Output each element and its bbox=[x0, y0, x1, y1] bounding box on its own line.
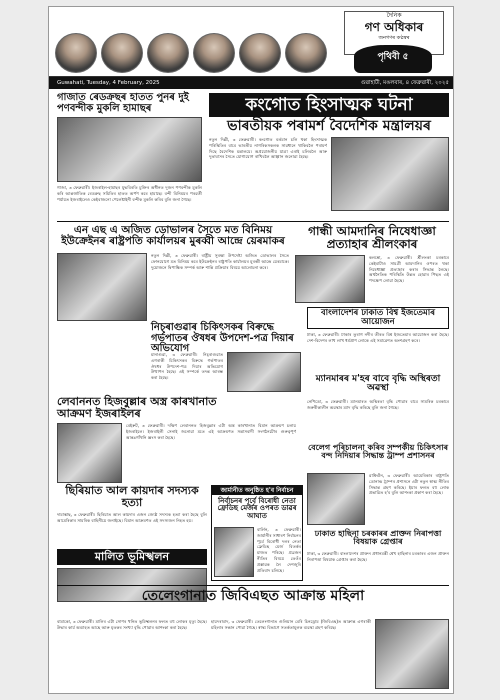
body-germany: বাৰ্লিন, ৩ ফেব্ৰুৱাৰী। জাৰ্মানীৰ সাধাৰণ নিৰ্বাচনৰ পূৰ্বে বিৰোধী দলৰ নেতা ফ্ৰেডিছ মেৰ্জ বিতৰ্কৰ মাজত পৰিছে। প্ৰব্ৰজন নীতিৰ বিষয়ে তেওঁৰ প্ৰস্তাৱক লৈ দেশজুৰি প্ৰতিবাদ চলিছে। bbox=[257, 527, 301, 573]
photo-telangana bbox=[375, 619, 449, 689]
globe-label: পৃথিবী ৫ bbox=[377, 52, 409, 62]
body-myanmar: নেপিডো, ৩ ফেব্ৰুৱাৰী। ম্যানমাৰত অস্থিৰতা বৃদ্ধি পোৱাৰ বাবে সামৰিক চৰকাৰে জৰুৰীকালীন অৱস্থাৰ ম্যাদ বৃদ্ধি কৰিছে বুলি জনা গৈছে। bbox=[307, 399, 449, 410]
portrait-image bbox=[193, 33, 235, 73]
photo-hamas bbox=[57, 117, 202, 182]
portrait-image bbox=[55, 33, 97, 73]
body-congo: নতুন দিল্লী, ৩ ফেব্ৰুৱাৰী। কংগোত বৰ্তমান চলি থকা হিংসাত্মক পৰিস্থিতিৰ বাবে ভাৰতীয় নাগৰিকসকলক সাৱধানে থাকিবলৈ পৰামৰ্শ দিছে বৈদেশিক মন্ত্ৰালয়ে। অপ্ৰয়োজনীয় যাত্ৰা এৰাই চলিবলৈ আৰু দূতাবাসৰ সৈতে যোগাযোগ ৰাখিবলৈ আহ্বান জনোৱা হৈছে। bbox=[209, 137, 327, 160]
newspaper-page bbox=[48, 6, 454, 694]
headline-congo: কংগোত হিংসাত্মক ঘটনা bbox=[209, 93, 449, 117]
headline-lebanon: লেবাননত হিজবুল্লাৰ অস্ত্ৰ কাৰখানাত আক্ৰমণ ইজৰাইলৰ bbox=[57, 395, 217, 420]
photo-trump bbox=[307, 473, 365, 525]
body-doval: নতুন দিল্লী, ৩ ফেব্ৰুৱাৰী। ৰাষ্ট্ৰীয় সুৰক্ষা উপদেষ্টা অজিত ডোভালৰ সৈতে ফোনযোগে মত বিনিময় কৰে ইউক্ৰেইনৰ ৰাষ্ট্ৰপতি কাৰ্যালয়ৰ মুৰব্বী আন্দ্ৰে য়েৰমাকে। দুয়োজনে দ্বিপাক্ষিক সম্পৰ্ক আৰু শান্তি প্ৰক্ৰিয়াৰ বিষয়ে আলোচনা কৰে। bbox=[151, 253, 289, 270]
portrait-image bbox=[285, 33, 327, 73]
logo-name: গণ অধিকাৰ bbox=[364, 20, 424, 34]
headline-dhaka: ঢাকাত হাছিনা চৰকাৰৰ প্ৰাক্তন নিৰাপত্তা বিষয়াক গ্ৰেপ্তাৰ bbox=[314, 528, 442, 547]
body-lebanon: বেইৰুট, ৩ ফেব্ৰুৱাৰী। দক্ষিণ লেবাননত হিজবুল্লাৰ এটা অস্ত্ৰ কাৰখানাত বিমান আক্ৰমণ চলায় ইজৰাইলে। ইজৰাইলী সেনাই জনোৱা মতে এই আক্ৰমণত সন্ত্ৰাসবাদী সংগঠনটোৰ গুৰুত্বপূৰ্ণ আন্তঃগাঁথনি ধ্বংস কৰা হৈছে। bbox=[126, 423, 296, 440]
globe-icon bbox=[354, 45, 432, 73]
leader-portraits bbox=[55, 33, 335, 73]
photo-nicaragua bbox=[227, 352, 301, 392]
body-qaida: দামাস্কাছ, ৩ ফেব্ৰুৱাৰী। ছিৰিয়াত আল কায়দাৰ এজন জ্যেষ্ঠ সদস্যক হত্যা কৰা হৈছে বুলি আমেৰিকাৰ সামৰিক বাহিনীয়ে জনাইছে। বিমান আক্ৰমণত এই সদস্যজন নিহত হয়। bbox=[57, 512, 207, 523]
portrait-image bbox=[101, 33, 143, 73]
logo-top: দৈনিক bbox=[386, 12, 402, 19]
body-bangladesh: ঢাকা, ৩ ফেব্ৰুৱাৰী। ঢাকাৰ তুৰাগ নদীৰ তীৰত বিশ্ব ইজতেমাৰ আয়োজন কৰা হৈছে। দেশ-বিদেশৰ লাখ লাখ ধৰ্মপ্ৰাণ লোকে এই সমাৱেশত অংশগ্ৰহণ কৰে। bbox=[307, 332, 449, 343]
headline-telangana: তেলেংগানাত জিবিএছত আক্ৰান্ত মহিলা bbox=[141, 588, 365, 604]
headline-nicaragua: নিচ্‌ৰাগুৱাৰ চিকিৎসকৰ বিৰুদ্ধে গৰ্ভপাতৰ ঔষধৰ উপদেশ-পত্ৰ দিয়াৰ অভিযোগ bbox=[151, 322, 294, 354]
headline-qaida: ছিৰিয়াত আল কায়দাৰ সদস্যক হত্যা bbox=[65, 484, 199, 509]
headline-doval: এন এছ এ অজিত ডোভালৰ সৈতে মত বিনিময় ইউক্ৰেইনৰ ৰাষ্ট্ৰপতি কাৰ্যালয়ৰ মুৰব্বী আন্দ্ৰে য়েৰমাকৰ bbox=[61, 224, 285, 248]
body-hamas: গাজা, ৩ ফেব্ৰুৱাৰী। ইজৰাইল-হামাছৰ যুদ্ধবিৰতি চুক্তিৰ অধীনত দুজন পণবন্দীক মুকলি কৰি আন্তৰ্জাতিক ৰেডক্ৰছ সমিতিৰ হাতত অৰ্পণ কৰে হামাছে। বন্দী বিনিময়ৰ পৰৱৰ্তী পৰ্যায়ত ইজৰাইলেও কেইবাজনো পেলেষ্টাইনী বন্দীক মুকলি কৰিব বুলি জনা গৈছে। bbox=[57, 185, 202, 202]
body-telangana: হায়দৰাবাদ, ৩ ফেব্ৰুৱাৰী। তেলেংগানাত গুলিয়ান বেৰি চিনড্ৰোম (জিবিএছ)ত আক্ৰান্ত এগৰাকী মহিলাৰ সন্ধান পোৱা গৈছে। স্বাস্থ্য বিভাগে সতৰ্কতামূলক ব্যৱস্থা গ্ৰহণ কৰিছে। bbox=[211, 619, 371, 630]
headline-malaysia: মালিত ভূমিস্খলন bbox=[57, 549, 207, 565]
body-nicaragua: মানাগুৱা, ৩ ফেব্ৰুৱাৰী। নিচ্‌ৰাগুৱাত এগৰাকী চিকিৎসকৰ বিৰুদ্ধে গৰ্ভপাতৰ ঔষধৰ উপদেশ-পত্ৰ দিয়াৰ অভিযোগ উত্থাপন হৈছে। এই সম্পৰ্কে তদন্ত আৰম্ভ কৰা হৈছে। bbox=[151, 352, 223, 381]
date-bar bbox=[49, 77, 454, 89]
headline-trump: বেলেগ পৰিচালনা কৰিব সম্পৰ্কীয় চিকিৎসাৰ বন্দ নিদিয়াৰ সিদ্ধান্ত ট্ৰাম্প প্ৰশাসনৰ bbox=[307, 442, 449, 461]
photo-doval bbox=[57, 253, 147, 321]
headline-germany: নিৰ্বাচনৰ পূৰ্বে বিৰোধী নেতা ফ্ৰেডিছ মেৰ্জৰ ওপৰত ডাৱৰ আঘাত bbox=[217, 496, 297, 520]
masthead bbox=[49, 7, 454, 77]
portrait-image bbox=[239, 33, 281, 73]
photo-gandhi bbox=[295, 255, 365, 303]
photo-congo bbox=[331, 137, 449, 211]
body-malaysia: বামাকো, ৩ ফেব্ৰুৱাৰী। মালিৰ এটা সোণৰ খনিত ভূমিস্খলনৰ ফলত বহু লোকৰ মৃত্যু হৈছে। উদ্ধাৰ কাৰ্য অব্যাহত আছে আৰু মৃতকৰ সংখ্যা বৃদ্ধি পোৱাৰ আশংকা কৰা হৈছে। bbox=[57, 619, 207, 630]
headline-bangladesh: বাংলাদেশৰ ঢাকাত বিশ্ব ইজতেমাৰ আয়োজন bbox=[320, 308, 436, 327]
date-right: গুৱাহাটী, মঙলবাৰ, ৪ ফেব্ৰুৱাৰী, ২০২৫ bbox=[360, 80, 449, 86]
headline-myanmar: ম্যানমাৰৰ ম'হৰ বাবে বৃদ্ধি অস্থিৰতা অৱস্থা bbox=[315, 374, 441, 394]
date-left: Guwahati, Tuesday, 4 February, 2025 bbox=[57, 80, 160, 86]
kicker-germany: জাৰ্মানীত অনুষ্ঠিত হ'ব নিৰ্বাচন bbox=[212, 486, 302, 495]
photo-lebanon bbox=[57, 423, 122, 483]
body-gandhi: কলম্বো, ৩ ফেব্ৰুৱাৰী। শ্ৰীলংকা চৰকাৰে কেইবাটাও সামগ্ৰী আমদানিৰ ওপৰত থকা নিষেধাজ্ঞা প্ৰত্যাহাৰ কৰাৰ সিদ্ধান্ত লৈছে। অৰ্থনৈতিক পৰিস্থিতি উন্নত হোৱাৰ পিছত এই পদক্ষেপ লোৱা হৈছে। bbox=[369, 255, 449, 284]
logo-sub: জনগণৰ কণ্ঠস্বৰ bbox=[378, 35, 410, 41]
body-trump: ৱাশ্বিংটন, ৩ ফেব্ৰুৱাৰী। আমেৰিকাৰ ৰাষ্ট্ৰপতি ডোনাল্ড ট্ৰাম্পৰ প্ৰশাসনে এটা নতুন স্বাস্থ্য নীতিৰ সিদ্ধান্ত গ্ৰহণ কৰিছে। ইয়াৰ ফলত বহু লোক প্ৰভাৱিত হ'ব বুলি আশংকা প্ৰকাশ কৰা হৈছে। bbox=[369, 473, 449, 496]
body-dhaka: ঢাকা, ৩ ফেব্ৰুৱাৰী। বাংলাদেশৰ প্ৰাক্তন প্ৰধানমন্ত্ৰী শ্বেখ হাছিনাৰ চৰকাৰৰ এজন প্ৰাক্তন নিৰাপত্তা বিষয়াক গ্ৰেপ্তাৰ কৰা হৈছে। bbox=[307, 551, 449, 562]
headline-gandhi: গান্ধী আমদানিৰ নিষেধাজ্ঞা প্ৰত্যাহাৰ শ্ৰীলংকাৰ bbox=[308, 224, 436, 251]
divider bbox=[57, 221, 449, 222]
photo-germany bbox=[214, 527, 254, 577]
divider bbox=[57, 585, 449, 586]
subhead-congo: ভাৰতীয়ক পৰামৰ্শ বৈদেশিক মন্ত্ৰালয়ৰ bbox=[227, 118, 431, 134]
headline-hamas: গাজাত ৰেডক্ৰছৰ হাতত পুনৰ দুই পণবন্দীক মুকলি হামাছৰ bbox=[57, 92, 189, 114]
portrait-image bbox=[147, 33, 189, 73]
